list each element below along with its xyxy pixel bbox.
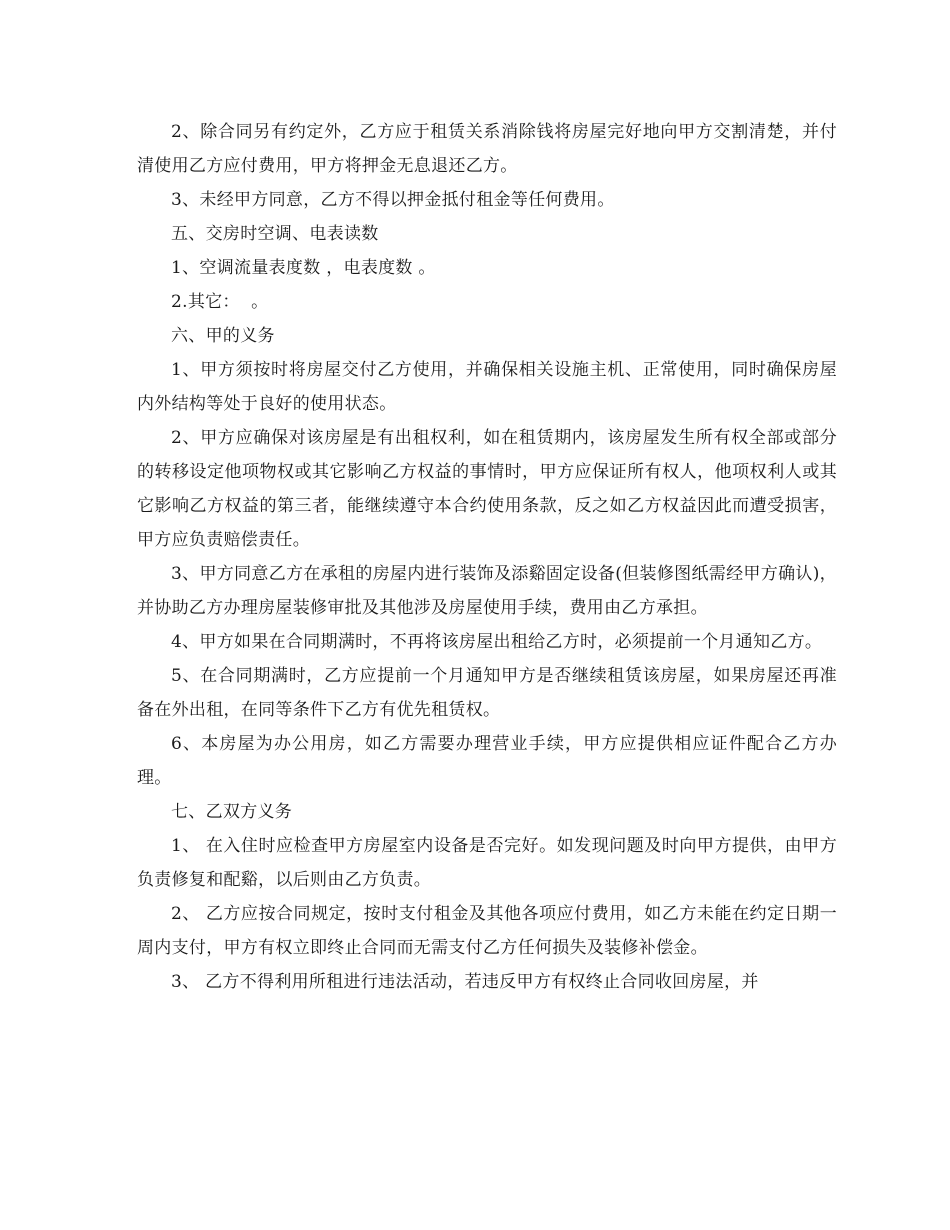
paragraph-b-obligation-3: 3、 乙方不得利用所租进行违法活动，若违反甲方有权终止合同收回房屋，并 xyxy=(171,972,759,992)
paragraph-other: 2.其它： 。 xyxy=(171,292,269,312)
paragraph-meter-readings: 1、空调流量表度数 ，电表度数 。 xyxy=(171,258,436,278)
paragraph-a-obligation-6: 6、本房屋为办公用房，如乙方需要办理营业手续，甲方应提供相应证件配合乙方办理。 xyxy=(137,734,837,788)
paragraph-a-obligation-5: 5、在合同期满时，乙方应提前一个月通知甲方是否继续租赁该房屋，如果房屋还再准备在外出租，在同等条件下乙方有优先租赁权。 xyxy=(137,666,837,720)
section-heading-party-a-obligations: 六、甲的义务 xyxy=(171,326,275,346)
paragraph-a-obligation-1: 1、甲方须按时将房屋交付乙方使用，并确保相关设施主机、正常使用，同时确保房屋内外结构等处于良好的使用状态。 xyxy=(137,360,837,414)
section-heading-both-parties-obligations: 七、乙双方义务 xyxy=(171,802,293,822)
paragraph-a-obligation-3: 3、甲方同意乙方在承租的房屋内进行装饰及添谿固定设备(但装修图纸需经甲方确认)，并协助乙方办理房屋装修审批及其他涉及房屋使用手续，费用由乙方承担。 xyxy=(137,564,837,618)
paragraph-b-obligation-1: 1、 在入住时应检查甲方房屋室内设备是否完好。如发现问题及时向甲方提供，由甲方负责修复和配谿，以后则由乙方负责。 xyxy=(137,836,837,890)
paragraph-deposit-offset: 3、未经甲方同意，乙方不得以押金抵付租金等任何费用。 xyxy=(171,190,615,210)
paragraph-a-obligation-2: 2、甲方应确保对该房屋是有出租权利，如在租赁期内，该房屋发生所有权全部或部分的转移设定他项物权或其它影响乙方权益的事情时，甲方应保证所有权人，他项权利人或其它影响乙方权益的第三者，能继续遵守本合约使用条款，反之如乙方权益因此而遭受损害，甲方应负责赔偿责任。 xyxy=(137,428,837,550)
document-body xyxy=(137,115,837,999)
section-heading-meter-readings: 五、交房时空调、电表读数 xyxy=(171,224,379,244)
paragraph-return-property: 2、除合同另有约定外，乙方应于租赁关系消除钱将房屋完好地向甲方交割清楚，并付清使用乙方应付费用，甲方将押金无息退还乙方。 xyxy=(137,122,837,176)
paragraph-a-obligation-4: 4、甲方如果在合同期满时，不再将该房屋出租给乙方时，必须提前一个月通知乙方。 xyxy=(171,632,823,652)
paragraph-b-obligation-2: 2、 乙方应按合同规定，按时支付租金及其他各项应付费用，如乙方未能在约定日期一周内支付，甲方有权立即终止合同而无需支付乙方任何损失及装修补偿金。 xyxy=(137,904,837,958)
